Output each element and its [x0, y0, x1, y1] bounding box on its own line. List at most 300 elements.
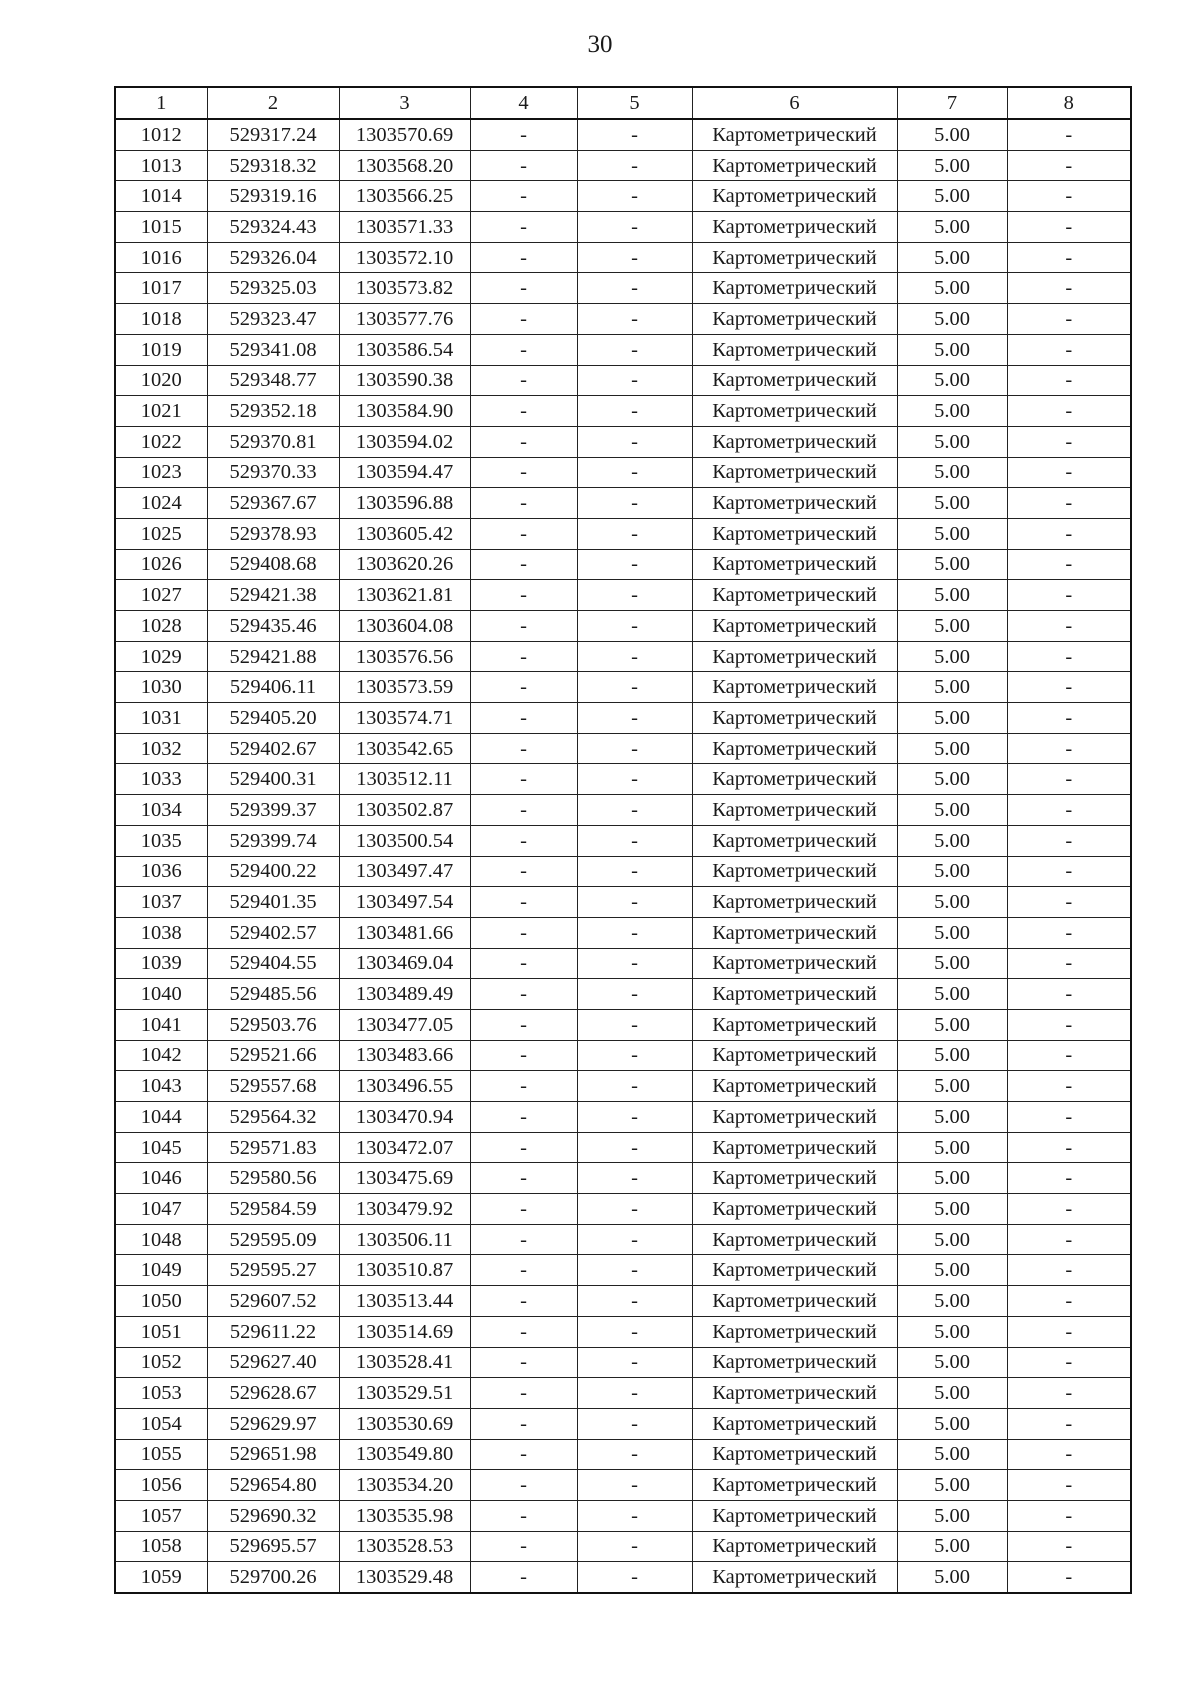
- point-number-cell: 1026: [115, 549, 207, 580]
- x-coordinate-cell: 529325.03: [207, 273, 339, 304]
- table-row: [115, 1071, 1131, 1102]
- col5-cell: -: [577, 426, 692, 457]
- col4-cell: -: [470, 119, 577, 150]
- point-number-cell: 1012: [115, 119, 207, 150]
- table-row: [115, 212, 1131, 243]
- col8-cell: -: [1007, 365, 1131, 396]
- y-coordinate-cell: 1303497.47: [339, 856, 470, 887]
- col8-cell: -: [1007, 273, 1131, 304]
- column-header: 3: [339, 87, 470, 119]
- col4-cell: -: [470, 1040, 577, 1071]
- accuracy-cell: 5.00: [897, 334, 1007, 365]
- y-coordinate-cell: 1303573.82: [339, 273, 470, 304]
- y-coordinate-cell: 1303512.11: [339, 764, 470, 795]
- col8-cell: -: [1007, 488, 1131, 519]
- method-cell: Картометрический: [692, 1347, 897, 1378]
- x-coordinate-cell: 529611.22: [207, 1316, 339, 1347]
- method-cell: Картометрический: [692, 795, 897, 826]
- point-number-cell: 1036: [115, 856, 207, 887]
- col5-cell: -: [577, 1194, 692, 1225]
- col4-cell: -: [470, 334, 577, 365]
- y-coordinate-cell: 1303529.51: [339, 1378, 470, 1409]
- point-number-cell: 1052: [115, 1347, 207, 1378]
- col4-cell: -: [470, 1408, 577, 1439]
- col5-cell: -: [577, 518, 692, 549]
- point-number-cell: 1038: [115, 917, 207, 948]
- y-coordinate-cell: 1303513.44: [339, 1286, 470, 1317]
- y-coordinate-cell: 1303572.10: [339, 242, 470, 273]
- col4-cell: -: [470, 856, 577, 887]
- method-cell: Картометрический: [692, 979, 897, 1010]
- table-row: [115, 948, 1131, 979]
- col8-cell: -: [1007, 212, 1131, 243]
- accuracy-cell: 5.00: [897, 795, 1007, 826]
- column-header: 6: [692, 87, 897, 119]
- col8-cell: -: [1007, 948, 1131, 979]
- accuracy-cell: 5.00: [897, 580, 1007, 611]
- col5-cell: -: [577, 1500, 692, 1531]
- accuracy-cell: 5.00: [897, 1347, 1007, 1378]
- table-row: [115, 1255, 1131, 1286]
- column-header: 1: [115, 87, 207, 119]
- y-coordinate-cell: 1303605.42: [339, 518, 470, 549]
- y-coordinate-cell: 1303566.25: [339, 181, 470, 212]
- method-cell: Картометрический: [692, 1194, 897, 1225]
- method-cell: Картометрический: [692, 1439, 897, 1470]
- x-coordinate-cell: 529421.38: [207, 580, 339, 611]
- col4-cell: -: [470, 1347, 577, 1378]
- x-coordinate-cell: 529404.55: [207, 948, 339, 979]
- col4-cell: -: [470, 1102, 577, 1133]
- accuracy-cell: 5.00: [897, 825, 1007, 856]
- point-number-cell: 1042: [115, 1040, 207, 1071]
- table-row: [115, 764, 1131, 795]
- col4-cell: -: [470, 457, 577, 488]
- col4-cell: -: [470, 1071, 577, 1102]
- method-cell: Картометрический: [692, 488, 897, 519]
- y-coordinate-cell: 1303586.54: [339, 334, 470, 365]
- col8-cell: -: [1007, 887, 1131, 918]
- y-coordinate-cell: 1303574.71: [339, 703, 470, 734]
- table-row: [115, 181, 1131, 212]
- col5-cell: -: [577, 242, 692, 273]
- accuracy-cell: 5.00: [897, 212, 1007, 243]
- col4-cell: -: [470, 580, 577, 611]
- x-coordinate-cell: 529401.35: [207, 887, 339, 918]
- col5-cell: -: [577, 1040, 692, 1071]
- accuracy-cell: 5.00: [897, 1132, 1007, 1163]
- col5-cell: -: [577, 1286, 692, 1317]
- col4-cell: -: [470, 1224, 577, 1255]
- point-number-cell: 1031: [115, 703, 207, 734]
- col4-cell: -: [470, 1531, 577, 1562]
- method-cell: Картометрический: [692, 273, 897, 304]
- table-row: [115, 396, 1131, 427]
- accuracy-cell: 5.00: [897, 887, 1007, 918]
- x-coordinate-cell: 529690.32: [207, 1500, 339, 1531]
- x-coordinate-cell: 529326.04: [207, 242, 339, 273]
- table-row: [115, 795, 1131, 826]
- column-header: 7: [897, 87, 1007, 119]
- accuracy-cell: 5.00: [897, 1378, 1007, 1409]
- x-coordinate-cell: 529399.37: [207, 795, 339, 826]
- y-coordinate-cell: 1303573.59: [339, 672, 470, 703]
- accuracy-cell: 5.00: [897, 396, 1007, 427]
- table-row: [115, 1102, 1131, 1133]
- col5-cell: -: [577, 611, 692, 642]
- x-coordinate-cell: 529348.77: [207, 365, 339, 396]
- point-number-cell: 1021: [115, 396, 207, 427]
- col5-cell: -: [577, 1470, 692, 1501]
- col5-cell: -: [577, 825, 692, 856]
- col5-cell: -: [577, 948, 692, 979]
- col8-cell: -: [1007, 825, 1131, 856]
- y-coordinate-cell: 1303475.69: [339, 1163, 470, 1194]
- table-row: [115, 672, 1131, 703]
- y-coordinate-cell: 1303529.48: [339, 1562, 470, 1593]
- y-coordinate-cell: 1303496.55: [339, 1071, 470, 1102]
- y-coordinate-cell: 1303479.92: [339, 1194, 470, 1225]
- point-number-cell: 1055: [115, 1439, 207, 1470]
- accuracy-cell: 5.00: [897, 672, 1007, 703]
- accuracy-cell: 5.00: [897, 1470, 1007, 1501]
- y-coordinate-cell: 1303514.69: [339, 1316, 470, 1347]
- col5-cell: -: [577, 1378, 692, 1409]
- col8-cell: -: [1007, 1500, 1131, 1531]
- accuracy-cell: 5.00: [897, 119, 1007, 150]
- method-cell: Картометрический: [692, 672, 897, 703]
- accuracy-cell: 5.00: [897, 1071, 1007, 1102]
- table-row: [115, 150, 1131, 181]
- table-row: [115, 1194, 1131, 1225]
- accuracy-cell: 5.00: [897, 1286, 1007, 1317]
- method-cell: Картометрический: [692, 1316, 897, 1347]
- col8-cell: -: [1007, 641, 1131, 672]
- col5-cell: -: [577, 917, 692, 948]
- table-row: [115, 304, 1131, 335]
- method-cell: Картометрический: [692, 150, 897, 181]
- col8-cell: -: [1007, 150, 1131, 181]
- method-cell: Картометрический: [692, 825, 897, 856]
- col8-cell: -: [1007, 1255, 1131, 1286]
- y-coordinate-cell: 1303469.04: [339, 948, 470, 979]
- y-coordinate-cell: 1303576.56: [339, 641, 470, 672]
- point-number-cell: 1058: [115, 1531, 207, 1562]
- col5-cell: -: [577, 1071, 692, 1102]
- x-coordinate-cell: 529400.22: [207, 856, 339, 887]
- table-row: [115, 549, 1131, 580]
- col4-cell: -: [470, 917, 577, 948]
- col4-cell: -: [470, 549, 577, 580]
- table-row: [115, 1531, 1131, 1562]
- accuracy-cell: 5.00: [897, 641, 1007, 672]
- column-header: 2: [207, 87, 339, 119]
- table-row: [115, 1500, 1131, 1531]
- method-cell: Картометрический: [692, 1255, 897, 1286]
- point-number-cell: 1022: [115, 426, 207, 457]
- point-number-cell: 1028: [115, 611, 207, 642]
- col4-cell: -: [470, 1255, 577, 1286]
- method-cell: Картометрический: [692, 764, 897, 795]
- col5-cell: -: [577, 1439, 692, 1470]
- y-coordinate-cell: 1303472.07: [339, 1132, 470, 1163]
- col5-cell: -: [577, 764, 692, 795]
- table-row: [115, 1224, 1131, 1255]
- col4-cell: -: [470, 396, 577, 427]
- method-cell: Картометрический: [692, 1408, 897, 1439]
- col4-cell: -: [470, 488, 577, 519]
- col5-cell: -: [577, 641, 692, 672]
- method-cell: Картометрический: [692, 181, 897, 212]
- col8-cell: -: [1007, 1378, 1131, 1409]
- method-cell: Картометрический: [692, 1500, 897, 1531]
- table-row: [115, 887, 1131, 918]
- accuracy-cell: 5.00: [897, 150, 1007, 181]
- accuracy-cell: 5.00: [897, 1255, 1007, 1286]
- x-coordinate-cell: 529695.57: [207, 1531, 339, 1562]
- table-row: [115, 1132, 1131, 1163]
- y-coordinate-cell: 1303481.66: [339, 917, 470, 948]
- col5-cell: -: [577, 856, 692, 887]
- method-cell: Картометрический: [692, 1224, 897, 1255]
- col4-cell: -: [470, 1194, 577, 1225]
- point-number-cell: 1018: [115, 304, 207, 335]
- method-cell: Картометрический: [692, 1531, 897, 1562]
- accuracy-cell: 5.00: [897, 733, 1007, 764]
- table-row: [115, 242, 1131, 273]
- table-row: [115, 611, 1131, 642]
- col8-cell: -: [1007, 181, 1131, 212]
- x-coordinate-cell: 529651.98: [207, 1439, 339, 1470]
- table-row: [115, 979, 1131, 1010]
- col8-cell: -: [1007, 426, 1131, 457]
- accuracy-cell: 5.00: [897, 1163, 1007, 1194]
- col5-cell: -: [577, 273, 692, 304]
- col4-cell: -: [470, 1163, 577, 1194]
- col5-cell: -: [577, 1347, 692, 1378]
- y-coordinate-cell: 1303590.38: [339, 365, 470, 396]
- y-coordinate-cell: 1303620.26: [339, 549, 470, 580]
- col8-cell: -: [1007, 1316, 1131, 1347]
- x-coordinate-cell: 529607.52: [207, 1286, 339, 1317]
- col8-cell: -: [1007, 1009, 1131, 1040]
- page-number: 30: [587, 31, 613, 58]
- point-number-cell: 1034: [115, 795, 207, 826]
- point-number-cell: 1035: [115, 825, 207, 856]
- table-header: [115, 87, 1131, 119]
- accuracy-cell: 5.00: [897, 948, 1007, 979]
- point-number-cell: 1056: [115, 1470, 207, 1501]
- y-coordinate-cell: 1303502.87: [339, 795, 470, 826]
- col8-cell: -: [1007, 580, 1131, 611]
- y-coordinate-cell: 1303594.02: [339, 426, 470, 457]
- y-coordinate-cell: 1303570.69: [339, 119, 470, 150]
- point-number-cell: 1016: [115, 242, 207, 273]
- x-coordinate-cell: 529370.81: [207, 426, 339, 457]
- accuracy-cell: 5.00: [897, 1009, 1007, 1040]
- accuracy-cell: 5.00: [897, 917, 1007, 948]
- x-coordinate-cell: 529521.66: [207, 1040, 339, 1071]
- col4-cell: -: [470, 1500, 577, 1531]
- col5-cell: -: [577, 1255, 692, 1286]
- col5-cell: -: [577, 1224, 692, 1255]
- col5-cell: -: [577, 488, 692, 519]
- col8-cell: -: [1007, 1224, 1131, 1255]
- col4-cell: -: [470, 1470, 577, 1501]
- column-header: 5: [577, 87, 692, 119]
- col4-cell: -: [470, 212, 577, 243]
- y-coordinate-cell: 1303530.69: [339, 1408, 470, 1439]
- method-cell: Картометрический: [692, 304, 897, 335]
- y-coordinate-cell: 1303483.66: [339, 1040, 470, 1071]
- col4-cell: -: [470, 641, 577, 672]
- point-number-cell: 1048: [115, 1224, 207, 1255]
- y-coordinate-cell: 1303497.54: [339, 887, 470, 918]
- point-number-cell: 1025: [115, 518, 207, 549]
- y-coordinate-cell: 1303594.47: [339, 457, 470, 488]
- col4-cell: -: [470, 1378, 577, 1409]
- accuracy-cell: 5.00: [897, 1500, 1007, 1531]
- method-cell: Картометрический: [692, 1102, 897, 1133]
- accuracy-cell: 5.00: [897, 1224, 1007, 1255]
- accuracy-cell: 5.00: [897, 242, 1007, 273]
- x-coordinate-cell: 529421.88: [207, 641, 339, 672]
- method-cell: Картометрический: [692, 212, 897, 243]
- accuracy-cell: 5.00: [897, 181, 1007, 212]
- point-number-cell: 1015: [115, 212, 207, 243]
- method-cell: Картометрический: [692, 580, 897, 611]
- x-coordinate-cell: 529571.83: [207, 1132, 339, 1163]
- y-coordinate-cell: 1303577.76: [339, 304, 470, 335]
- y-coordinate-cell: 1303604.08: [339, 611, 470, 642]
- point-number-cell: 1059: [115, 1562, 207, 1593]
- point-number-cell: 1013: [115, 150, 207, 181]
- table-row: [115, 1040, 1131, 1071]
- method-cell: Картометрический: [692, 457, 897, 488]
- y-coordinate-cell: 1303535.98: [339, 1500, 470, 1531]
- x-coordinate-cell: 529406.11: [207, 672, 339, 703]
- point-number-cell: 1014: [115, 181, 207, 212]
- col4-cell: -: [470, 1439, 577, 1470]
- col4-cell: -: [470, 795, 577, 826]
- col5-cell: -: [577, 1316, 692, 1347]
- table-row: [115, 1316, 1131, 1347]
- method-cell: Картометрический: [692, 549, 897, 580]
- x-coordinate-cell: 529595.27: [207, 1255, 339, 1286]
- point-number-cell: 1024: [115, 488, 207, 519]
- accuracy-cell: 5.00: [897, 1531, 1007, 1562]
- col5-cell: -: [577, 365, 692, 396]
- coordinates-table: [114, 86, 1132, 1594]
- method-cell: Картометрический: [692, 703, 897, 734]
- x-coordinate-cell: 529367.67: [207, 488, 339, 519]
- x-coordinate-cell: 529557.68: [207, 1071, 339, 1102]
- x-coordinate-cell: 529580.56: [207, 1163, 339, 1194]
- col8-cell: -: [1007, 549, 1131, 580]
- accuracy-cell: 5.00: [897, 304, 1007, 335]
- table-row: [115, 426, 1131, 457]
- col4-cell: -: [470, 887, 577, 918]
- col4-cell: -: [470, 611, 577, 642]
- col4-cell: -: [470, 150, 577, 181]
- point-number-cell: 1029: [115, 641, 207, 672]
- method-cell: Картометрический: [692, 1562, 897, 1593]
- y-coordinate-cell: 1303549.80: [339, 1439, 470, 1470]
- x-coordinate-cell: 529700.26: [207, 1562, 339, 1593]
- col8-cell: -: [1007, 979, 1131, 1010]
- method-cell: Картометрический: [692, 856, 897, 887]
- method-cell: Картометрический: [692, 1009, 897, 1040]
- method-cell: Картометрический: [692, 1132, 897, 1163]
- col8-cell: -: [1007, 1163, 1131, 1194]
- point-number-cell: 1049: [115, 1255, 207, 1286]
- col8-cell: -: [1007, 1286, 1131, 1317]
- header-row: [115, 87, 1131, 119]
- accuracy-cell: 5.00: [897, 856, 1007, 887]
- table-row: [115, 1009, 1131, 1040]
- accuracy-cell: 5.00: [897, 365, 1007, 396]
- accuracy-cell: 5.00: [897, 1316, 1007, 1347]
- col5-cell: -: [577, 304, 692, 335]
- col5-cell: -: [577, 1132, 692, 1163]
- col5-cell: -: [577, 181, 692, 212]
- accuracy-cell: 5.00: [897, 1408, 1007, 1439]
- accuracy-cell: 5.00: [897, 273, 1007, 304]
- table-row: [115, 334, 1131, 365]
- col4-cell: -: [470, 825, 577, 856]
- col8-cell: -: [1007, 518, 1131, 549]
- table-row: [115, 273, 1131, 304]
- x-coordinate-cell: 529400.31: [207, 764, 339, 795]
- y-coordinate-cell: 1303534.20: [339, 1470, 470, 1501]
- x-coordinate-cell: 529317.24: [207, 119, 339, 150]
- y-coordinate-cell: 1303571.33: [339, 212, 470, 243]
- point-number-cell: 1050: [115, 1286, 207, 1317]
- col4-cell: -: [470, 1132, 577, 1163]
- x-coordinate-cell: 529402.57: [207, 917, 339, 948]
- table-row: [115, 488, 1131, 519]
- col8-cell: -: [1007, 1071, 1131, 1102]
- accuracy-cell: 5.00: [897, 457, 1007, 488]
- table-row: [115, 917, 1131, 948]
- accuracy-cell: 5.00: [897, 1439, 1007, 1470]
- col4-cell: -: [470, 703, 577, 734]
- method-cell: Картометрический: [692, 917, 897, 948]
- y-coordinate-cell: 1303568.20: [339, 150, 470, 181]
- x-coordinate-cell: 529435.46: [207, 611, 339, 642]
- col5-cell: -: [577, 795, 692, 826]
- table-row: [115, 856, 1131, 887]
- x-coordinate-cell: 529627.40: [207, 1347, 339, 1378]
- col8-cell: -: [1007, 856, 1131, 887]
- table-row: [115, 580, 1131, 611]
- accuracy-cell: 5.00: [897, 1194, 1007, 1225]
- x-coordinate-cell: 529352.18: [207, 396, 339, 427]
- col4-cell: -: [470, 1562, 577, 1593]
- point-number-cell: 1045: [115, 1132, 207, 1163]
- y-coordinate-cell: 1303528.41: [339, 1347, 470, 1378]
- point-number-cell: 1051: [115, 1316, 207, 1347]
- x-coordinate-cell: 529323.47: [207, 304, 339, 335]
- table-row: [115, 825, 1131, 856]
- x-coordinate-cell: 529319.16: [207, 181, 339, 212]
- col5-cell: -: [577, 733, 692, 764]
- col5-cell: -: [577, 580, 692, 611]
- table-row: [115, 119, 1131, 150]
- col5-cell: -: [577, 1102, 692, 1133]
- table-body: [115, 119, 1131, 1593]
- x-coordinate-cell: 529629.97: [207, 1408, 339, 1439]
